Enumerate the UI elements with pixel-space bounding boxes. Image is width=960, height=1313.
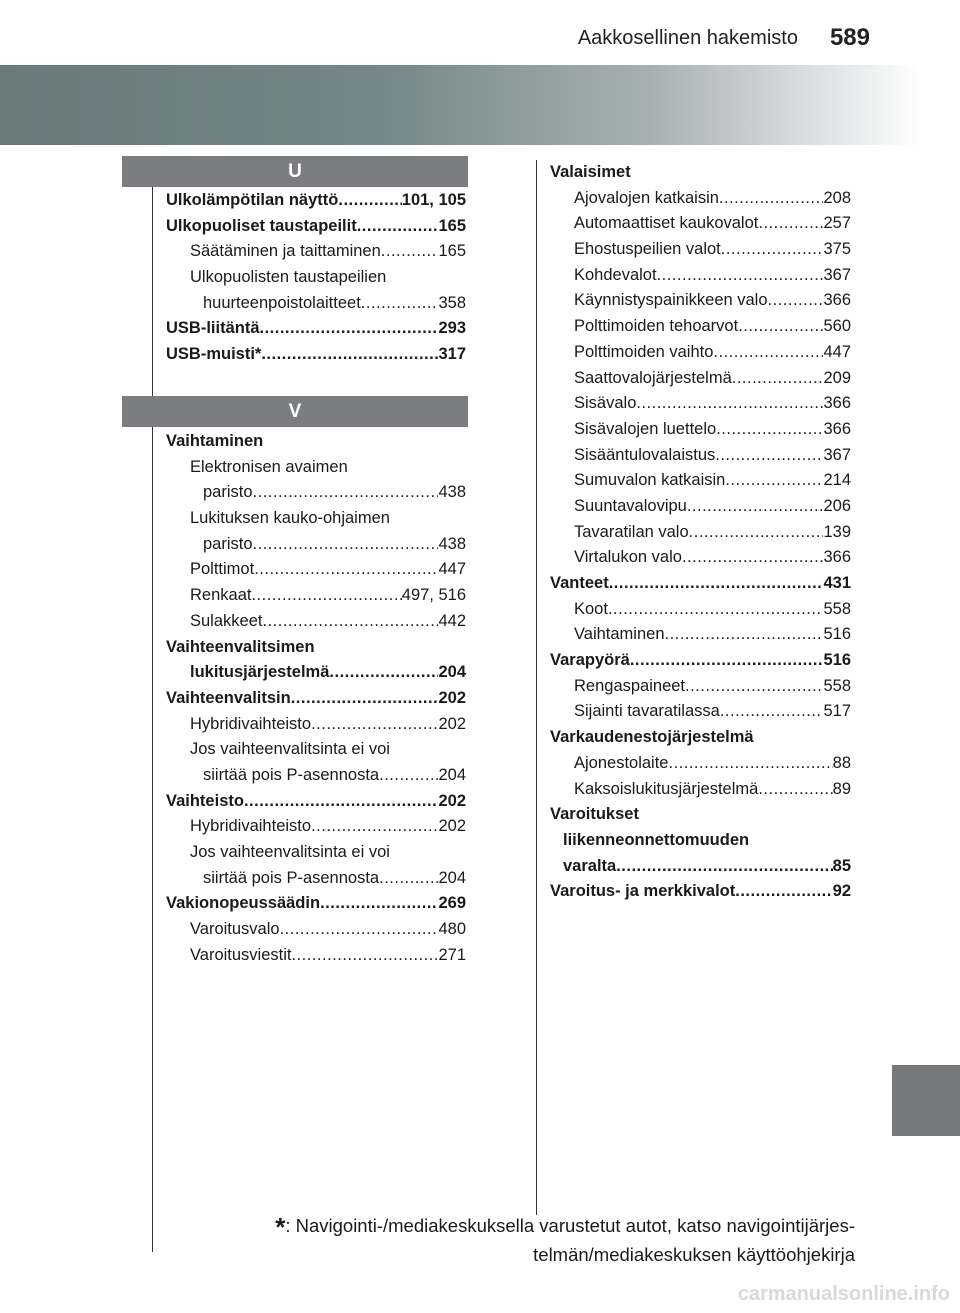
index-term: paristo — [203, 534, 253, 553]
page-reference: 366 — [823, 548, 851, 567]
index-term: Ulkopuolisten taustapeilien — [190, 268, 387, 287]
index-term: Ulkolämpötilan näyttö — [166, 191, 339, 209]
footnote-line-2: telmän/mediakeskuksen käyttöohjekirja — [533, 1244, 855, 1265]
index-entry — [550, 340, 851, 366]
index-term: Sisääntulovalaistus — [574, 445, 716, 464]
index-entry — [166, 532, 466, 558]
center-column-rule — [536, 160, 537, 1215]
page-reference: 480 — [438, 920, 466, 939]
index-term: Varkaudenestojärjestelmä — [550, 728, 754, 747]
page-reference: 202 — [438, 817, 466, 836]
index-column-u — [166, 188, 466, 368]
page-reference: 88 — [832, 753, 851, 772]
index-entry — [550, 494, 851, 520]
index-term: Polttimoiden vaihto — [574, 342, 714, 361]
dot-leader — [768, 288, 824, 314]
dot-leader — [725, 468, 823, 494]
index-entry — [550, 622, 851, 648]
index-term: Säätäminen ja taittaminen — [190, 242, 381, 261]
page-reference: 165 — [438, 216, 466, 235]
dot-leader — [361, 291, 439, 317]
dot-leader — [244, 789, 439, 815]
index-term: Varoitukset — [550, 805, 639, 824]
footnote-text-1: : Navigointi-/mediakeskuksella varustetut autot, katso navigointijärjes- — [285, 1215, 855, 1236]
dot-leader — [687, 494, 824, 520]
dot-leader — [738, 314, 823, 340]
index-entry — [166, 712, 466, 738]
dot-leader — [689, 520, 824, 546]
index-entry — [166, 737, 466, 763]
page-reference: 92 — [832, 882, 851, 901]
dot-leader — [329, 660, 438, 686]
index-entry — [550, 571, 851, 597]
index-term: Vakionopeussäädin — [166, 894, 321, 913]
index-term: Lukituksen kauko-ohjaimen — [190, 509, 390, 528]
index-term: Valaisimet — [550, 163, 631, 181]
dot-leader — [735, 879, 832, 905]
index-term: Varoitusvalo — [190, 920, 280, 939]
index-entry — [550, 211, 851, 237]
index-entry — [550, 725, 851, 751]
page-reference: 366 — [823, 291, 851, 310]
index-entry — [550, 879, 851, 905]
dot-leader — [716, 417, 823, 443]
index-entry — [166, 557, 466, 583]
dot-leader — [261, 342, 438, 368]
dot-leader — [251, 583, 401, 609]
page-reference: 85 — [832, 856, 851, 875]
page-reference: 202 — [438, 791, 466, 810]
index-term: Elektronisen avaimen — [190, 457, 348, 476]
section-letter: U — [288, 160, 302, 182]
index-term: Sisävalojen luettelo — [574, 419, 717, 438]
index-term: Varoitus- ja merkkivalot — [550, 882, 736, 901]
index-term: Hybridivaihteisto — [190, 817, 312, 836]
index-term: Sumuvalon katkaisin — [574, 471, 726, 490]
dot-leader — [254, 557, 438, 583]
page-reference: 101, 105 — [401, 191, 466, 209]
index-term: Saattovalojärjestelmä — [574, 368, 732, 387]
watermark-text: carmanualsonline.info — [737, 1283, 950, 1305]
page-reference: 431 — [823, 574, 851, 592]
index-entry — [550, 314, 851, 340]
index-term: Ulkopuoliset taustapeilit — [166, 216, 357, 235]
page-reference: 202 — [438, 714, 466, 733]
index-column-right — [550, 160, 851, 905]
section-letter: V — [288, 400, 302, 422]
index-term: Vaihteenvalitsimen — [166, 637, 315, 656]
index-entry — [166, 866, 466, 892]
index-term: Vaihteenvalitsin — [166, 688, 291, 707]
page-reference: 204 — [438, 868, 466, 887]
page-reference: 516 — [823, 651, 851, 670]
index-term: Renkaat — [190, 586, 252, 605]
index-column-v — [166, 429, 466, 968]
index-entry — [166, 429, 466, 455]
index-entry — [550, 751, 851, 777]
index-term: Automaattiset kaukovalot — [574, 214, 759, 233]
index-entry — [166, 660, 466, 686]
page-reference: 366 — [823, 419, 851, 438]
page-reference: 214 — [823, 471, 851, 490]
index-entry — [166, 291, 466, 317]
dot-leader — [357, 214, 439, 240]
dot-leader — [379, 763, 438, 789]
dot-leader — [253, 532, 439, 558]
dot-leader — [657, 263, 824, 289]
dot-leader — [260, 316, 439, 342]
index-term: Kohdevalot — [574, 265, 657, 284]
index-term: Virtalukon valo — [574, 548, 682, 567]
index-entry — [166, 840, 466, 866]
dot-leader — [636, 391, 823, 417]
index-entry — [550, 263, 851, 289]
page-reference: 366 — [823, 394, 851, 413]
page-reference: 204 — [438, 765, 466, 784]
index-entry — [550, 468, 851, 494]
index-term: siirtää pois P-asennosta — [203, 868, 380, 887]
dot-leader — [713, 340, 823, 366]
index-term: lukitusjärjestelmä — [190, 663, 330, 682]
index-entry — [166, 891, 466, 917]
dot-leader — [609, 571, 824, 597]
index-term: Sulakkeet — [190, 611, 263, 630]
dot-leader — [311, 712, 438, 738]
page-reference: 209 — [823, 368, 851, 387]
index-term: Vanteet — [550, 574, 609, 592]
dot-leader — [291, 686, 439, 712]
index-entry — [550, 854, 851, 880]
footnote — [180, 1212, 855, 1269]
index-term: liikenneonnettomuuden — [563, 830, 750, 849]
page-reference: 558 — [823, 599, 851, 618]
dot-leader — [721, 237, 824, 263]
dot-leader — [338, 188, 401, 214]
index-entry — [166, 763, 466, 789]
index-entry — [166, 480, 466, 506]
page-reference: 271 — [438, 945, 466, 964]
page-reference: 367 — [823, 445, 851, 464]
page-reference: 204 — [438, 663, 466, 682]
dot-leader — [379, 866, 438, 892]
index-entry — [166, 239, 466, 265]
index-entry — [550, 545, 851, 571]
index-entry — [166, 686, 466, 712]
dot-leader — [758, 777, 832, 803]
index-entry — [550, 828, 851, 854]
index-entry — [550, 443, 851, 469]
index-term: Kaksoislukitusjärjestelmä — [574, 779, 759, 798]
index-entry — [166, 583, 466, 609]
page-reference: 139 — [823, 522, 851, 541]
index-entry — [550, 699, 851, 725]
index-term: Vaihteisto — [166, 791, 244, 810]
dot-leader — [291, 943, 438, 969]
index-entry — [550, 417, 851, 443]
index-entry — [166, 917, 466, 943]
page-number: 589 — [829, 24, 870, 51]
index-entry — [550, 391, 851, 417]
dot-leader — [682, 545, 824, 571]
page-reference: 317 — [438, 345, 466, 364]
index-term: Koot — [574, 599, 608, 618]
dot-leader — [720, 699, 824, 725]
dot-leader — [381, 239, 439, 265]
index-term: Polttimot — [190, 560, 255, 579]
dot-leader — [616, 854, 832, 880]
index-entry — [166, 342, 466, 368]
index-term: Sisävalo — [574, 394, 637, 413]
dot-leader — [311, 814, 438, 840]
dot-leader — [665, 622, 824, 648]
page-reference: 516 — [823, 625, 851, 644]
index-entry — [166, 609, 466, 635]
page-reference: 208 — [823, 188, 851, 207]
index-entry — [166, 814, 466, 840]
page-reference: 206 — [823, 496, 851, 515]
index-entry — [550, 648, 851, 674]
dot-leader — [715, 443, 823, 469]
dot-leader — [685, 674, 823, 700]
left-column-rule — [152, 160, 153, 1252]
index-entry — [550, 160, 851, 186]
index-entry — [550, 237, 851, 263]
page-reference: 202 — [438, 688, 466, 707]
index-entry — [550, 674, 851, 700]
page-reference: 89 — [832, 779, 851, 798]
index-entry — [166, 214, 466, 240]
index-term: Varoitusviestit — [190, 945, 292, 964]
page-reference: 367 — [823, 265, 851, 284]
index-term: Käynnistyspainikkeen valo — [574, 291, 768, 310]
footnote-line-1 — [180, 1212, 855, 1241]
page-reference: 558 — [823, 676, 851, 695]
index-term: Suuntavalovipu — [574, 496, 687, 515]
dot-leader — [320, 891, 438, 917]
page-reference: 375 — [823, 240, 851, 259]
index-term: Ajovalojen katkaisin — [574, 188, 719, 207]
index-term: Ehostuspeilien valot — [574, 240, 721, 259]
index-entry — [550, 802, 851, 828]
index-term: Vaihtaminen — [574, 625, 665, 644]
dot-leader — [668, 751, 832, 777]
dot-leader — [719, 186, 824, 212]
index-entry — [550, 288, 851, 314]
index-term: Sijainti tavaratilassa — [574, 702, 720, 721]
page-reference: 517 — [823, 702, 851, 721]
dot-leader — [253, 480, 439, 506]
index-entry — [166, 789, 466, 815]
index-entry — [166, 265, 466, 291]
dot-leader — [758, 211, 823, 237]
header-title: Aakkosellinen hakemisto — [577, 26, 798, 49]
page-reference: 497, 516 — [401, 586, 466, 605]
index-term: Tavaratilan valo — [574, 522, 689, 541]
page-reference: 560 — [823, 317, 851, 336]
index-term: USB-muisti* — [166, 345, 262, 364]
dot-leader — [262, 609, 438, 635]
index-entry — [166, 506, 466, 532]
index-term: Jos vaihteenvalitsinta ei voi — [190, 740, 390, 759]
header-banner — [0, 65, 960, 145]
index-term: USB-liitäntä — [166, 319, 260, 338]
index-term: huurteenpoistolaitteet — [203, 293, 361, 312]
page-reference: 447 — [438, 560, 466, 579]
page-reference: 442 — [438, 611, 466, 630]
index-entry — [550, 366, 851, 392]
page-reference: 358 — [438, 293, 466, 312]
page-reference: 447 — [823, 342, 851, 361]
index-entry — [166, 455, 466, 481]
page-reference: 438 — [438, 483, 466, 502]
index-entry — [550, 777, 851, 803]
index-term: Hybridivaihteisto — [190, 714, 312, 733]
index-entry — [166, 943, 466, 969]
dot-leader — [608, 597, 824, 623]
index-term: varalta — [563, 856, 617, 875]
page-reference: 269 — [438, 894, 466, 913]
index-term: paristo — [203, 483, 253, 502]
index-term: Ajonestolaite — [574, 753, 669, 772]
footnote-star: * — [275, 1212, 286, 1242]
dot-leader — [280, 917, 439, 943]
page-reference: 293 — [438, 319, 466, 338]
page-reference: 165 — [438, 242, 466, 261]
index-entry — [166, 188, 466, 214]
index-term: Polttimoiden tehoarvot — [574, 317, 739, 336]
section-header-v — [122, 396, 468, 427]
chapter-tab — [892, 1065, 960, 1136]
index-term: siirtää pois P-asennosta — [203, 765, 380, 784]
index-term: Jos vaihteenvalitsinta ei voi — [190, 843, 390, 861]
dot-leader — [630, 648, 824, 674]
section-header-u — [122, 156, 468, 187]
index-term: Rengaspaineet — [574, 676, 686, 695]
page-header — [540, 20, 870, 56]
index-term: Vaihtaminen — [166, 432, 264, 450]
index-entry — [550, 597, 851, 623]
index-entry — [166, 635, 466, 661]
index-entry — [166, 316, 466, 342]
index-term: Varapyörä — [550, 651, 630, 670]
page-reference: 257 — [823, 214, 851, 233]
page-reference: 438 — [438, 534, 466, 553]
index-entry — [550, 186, 851, 212]
index-entry — [550, 520, 851, 546]
dot-leader — [732, 366, 824, 392]
